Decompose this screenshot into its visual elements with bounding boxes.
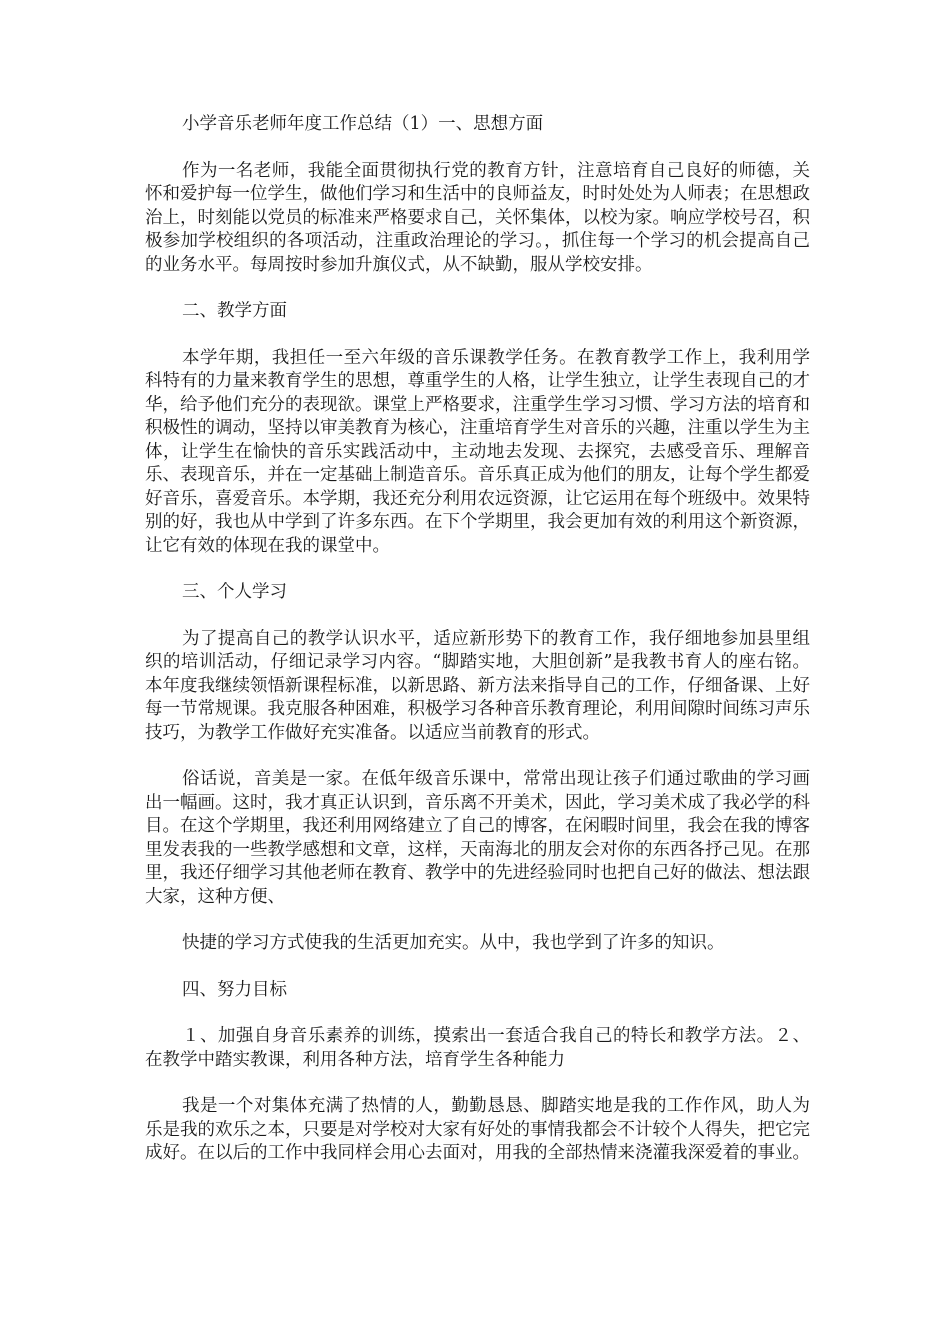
paragraph-learning-method: 快捷的学习方式使我的生活更加充实。从中，我也学到了许多的知识。 xyxy=(182,933,725,953)
paragraph-goals: １、加强自身音乐素养的训练，摸索出一套适合我自己的特长和教学方法。２、在教学中踏实教课，利用各种方法，培育学生各种能力 xyxy=(145,1026,810,1070)
paragraph-personal-study: 为了提高自己的教学认识水平，适应新形势下的教育工作，我仔细地参加县里组织的培训活动，仔细记录学习内容。“脚踏实地，大胆创新”是我教书育人的座右铭。本年度我继续领悟新课程标准，以新思路、新方法来指导自己的工作，仔细备课、上好每一节常规课。我克服各种困难，积极学习各种音乐教育理论，利用间隙时间练习声乐技巧，为教学工作做好充实准备。以适应当前教育的形式。 xyxy=(145,628,810,743)
section-heading-goals: 四、努力目标 xyxy=(182,979,287,1000)
document-title: 小学音乐老师年度工作总结（1）一、思想方面 xyxy=(182,114,544,134)
paragraph-closing: 我是一个对集体充满了热情的人，勤勤恳恳、脚踏实地是我的工作作风，助人为乐是我的欢乐之本，只要是对学校对大家有好处的事情我都会不计较个人得失，把它完成好。在以后的工作中我同样会用心去面对，用我的全部热情来浇灌我深爱着的事业。 xyxy=(145,1096,810,1163)
paragraph-teaching: 本学年期，我担任一至六年级的音乐课教学任务。在教育教学工作上，我利用学科特有的力量来教育学生的思想，尊重学生的人格，让学生独立，让学生表现自己的才华，给予他们充分的表现欲。课堂上严格要求，注重学生学习习惯、学习方法的培育和积极性的调动，坚持以审美教育为核心，注重培育学生对音乐的兴趣，注重以学生为主体，让学生在愉快的音乐实践活动中，主动地去发现、去探究，去感受音乐、理解音乐、表现音乐，并在一定基础上制造音乐。音乐真正成为他们的朋友，让每个学生都爱好音乐，喜爱音乐。本学期，我还充分利用农远资源，让它运用在每个班级中。效果特别的好，我也从中学到了许多东西。在下个学期里，我会更加有效的利用这个新资源，让它有效的体现在我的课堂中。 xyxy=(145,347,810,556)
document-body xyxy=(145,113,810,1189)
section-heading-teaching: 二、教学方面 xyxy=(182,301,287,321)
paragraph-ideology: 作为一名老师，我能全面贯彻执行党的教育方针，注意培育自己良好的师德，关怀和爱护每一位学生，做他们学习和生活中的良师益友，时时处处为人师表；在思想政治上，时刻能以党员的标准来严格要求自己，关怀集体，以校为家。响应学校号召，积极参加学校组织的各项活动，注重政治理论的学习。，抓住每一个学习的机会提高自己的业务水平。每周按时参加升旗仪式，从不缺勤，服从学校安排。 xyxy=(145,160,810,275)
section-heading-personal-study: 三、个人学习 xyxy=(182,582,287,602)
paragraph-music-and-art: 俗话说，音美是一家。在低年级音乐课中，常常出现让孩子们通过歌曲的学习画出一幅画。这时，我才真正认识到，音乐离不开美术，因此，学习美术成了我必学的科目。在这个学期里，我还利用网络建立了自己的博客，在闲暇时间里，我会在我的博客里发表我的一些教学感想和文章，这样，天南海北的朋友会对你的东西各抒己见。在那里，我还仔细学习其他老师在教育、教学中的先进经验同时也把自己好的做法、想法跟大家，这种方便、 xyxy=(145,769,810,907)
